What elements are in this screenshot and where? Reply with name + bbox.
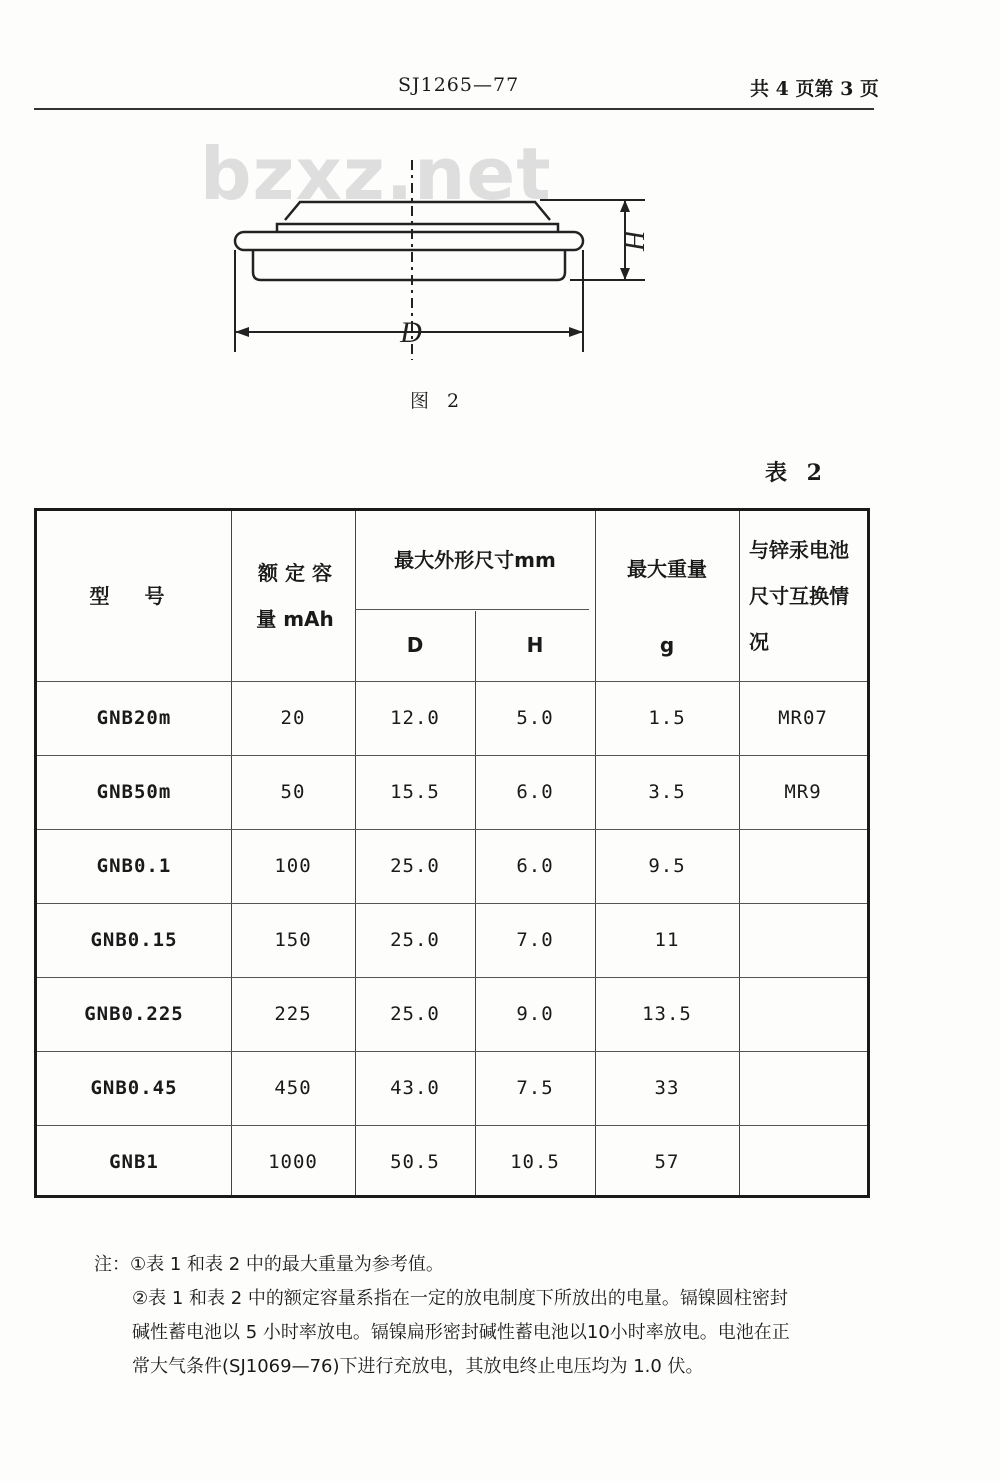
cell-interchange [739,829,867,903]
cell-d: 25.0 [390,855,440,877]
dimension-d-label: D [400,316,422,349]
cell-capacity: 450 [274,1077,312,1099]
cell-interchange: MR07 [778,707,828,729]
note-line-1: 注：①表 1 和表 2 中的最大重量为参考值。 [94,1254,444,1275]
cell-capacity: 50 [280,781,306,803]
header-page-info: 共 4 页第 3 页 [750,78,879,100]
cell-h: 10.5 [510,1151,560,1173]
header-h: H [526,633,544,657]
header-rule [34,108,874,110]
cell-model: GNB0.225 [84,1003,184,1025]
cell-capacity: 100 [274,855,312,877]
cell-h: 6.0 [516,855,554,877]
cell-weight: 11 [654,929,680,951]
note-line-2: ②表 1 和表 2 中的额定容量系指在一定的放电制度下所放出的电量。镉镍圆柱密封 [132,1288,788,1309]
cell-d: 15.5 [390,781,440,803]
cell-h: 7.5 [516,1077,554,1099]
cell-model: GNB1 [109,1151,159,1173]
cell-h: 6.0 [516,781,554,803]
figure-caption: 图 2 [410,390,466,412]
header-max-weight: 最大重量 [627,557,707,581]
cell-model: GNB20m [96,707,172,729]
cell-model: GNB0.15 [90,929,178,951]
cell-interchange [739,1051,867,1125]
header-model: 型 号 [89,584,179,608]
cell-interchange [739,977,867,1051]
spec-table [34,508,870,1198]
cell-interchange [739,903,867,977]
cell-d: 43.0 [390,1077,440,1099]
cell-d: 12.0 [390,707,440,729]
note-line-4: 常大气条件(SJ1069—76)下进行充放电，其放电终止电压均为 1.0 伏。 [132,1356,704,1377]
cell-capacity: 225 [274,1003,312,1025]
header-code: SJ1265—77 [398,74,520,96]
cell-h: 9.0 [516,1003,554,1025]
cell-model: GNB0.45 [90,1077,178,1099]
cell-model: GNB50m [96,781,172,803]
note-line-3: 碱性蓄电池以 5 小时率放电。镉镍扁形密封碱性蓄电池以10小时率放电。电池在正 [132,1322,790,1343]
watermark: bzxz.net [200,132,552,216]
cell-d: 25.0 [390,1003,440,1025]
cell-weight: 57 [654,1151,680,1173]
header-d: D [406,633,424,657]
header-max-dims: 最大外形尺寸mm [394,548,556,572]
header-interchange: 与锌汞电池尺寸互换情况 [749,538,849,654]
cell-d: 50.5 [390,1151,440,1173]
header-capacity: 额 定 容 量 mAh [256,561,334,631]
cell-weight: 33 [654,1077,680,1099]
cell-model: GNB0.1 [96,855,172,877]
cell-h: 7.0 [516,929,554,951]
dimension-h-label: H [618,229,649,251]
cell-weight: 9.5 [648,855,686,877]
cell-weight: 3.5 [648,781,686,803]
cell-capacity: 20 [280,707,306,729]
cell-h: 5.0 [516,707,554,729]
table-label: 表 2 [765,460,828,486]
cell-d: 25.0 [390,929,440,951]
cell-weight: 13.5 [642,1003,692,1025]
notes [94,1248,884,1384]
cell-weight: 1.5 [648,707,686,729]
cell-interchange [739,1125,867,1199]
cell-capacity: 150 [274,929,312,951]
cell-capacity: 1000 [268,1151,318,1173]
battery-diagram [215,140,655,370]
header-weight-unit: g [659,633,675,657]
cell-interchange: MR9 [784,781,822,803]
